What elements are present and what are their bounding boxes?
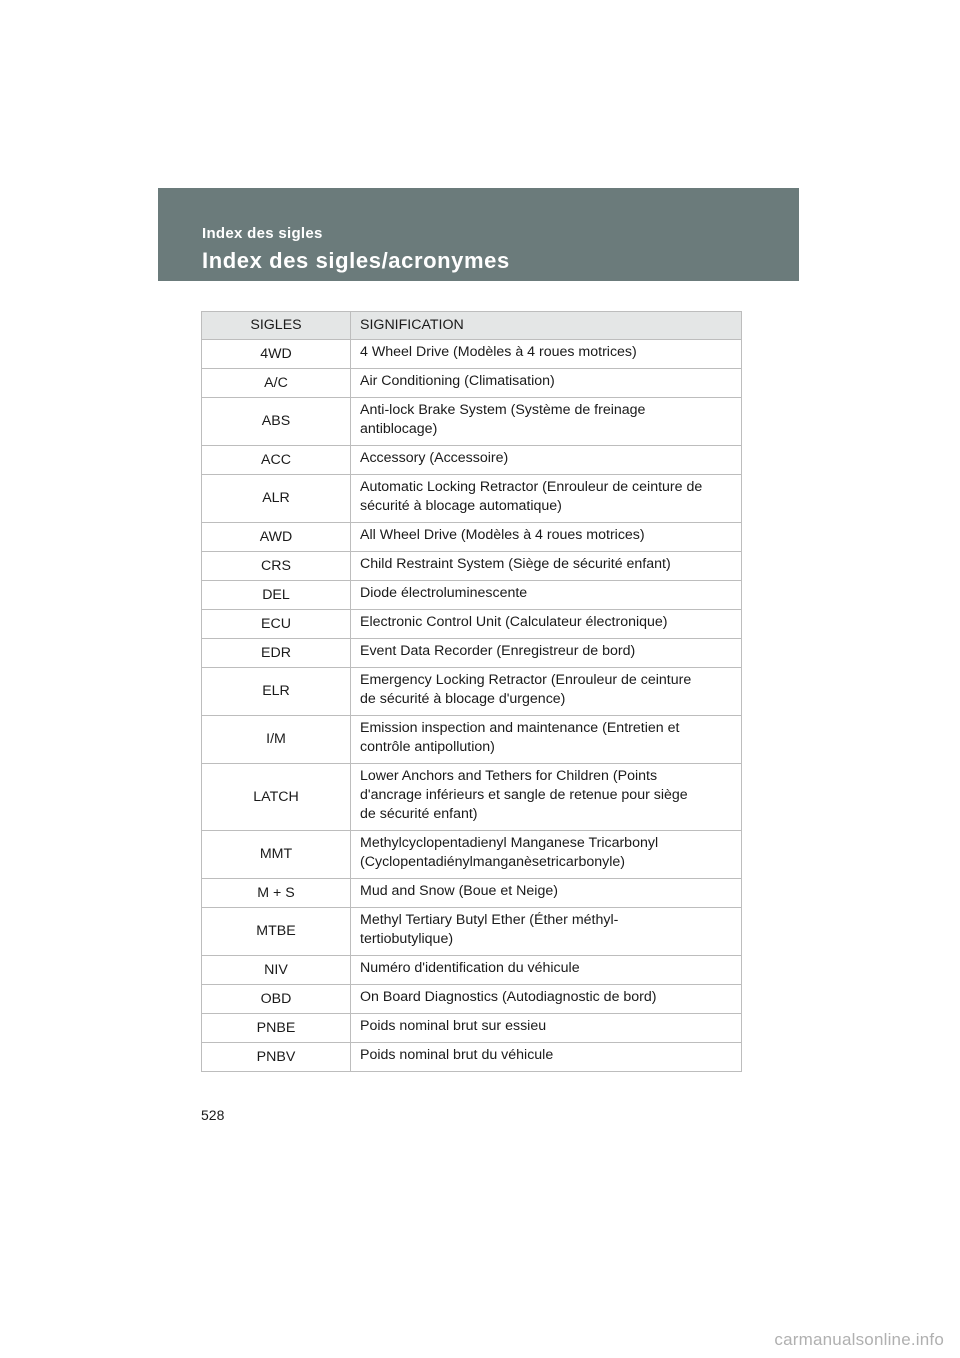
page-number: 528 — [201, 1107, 225, 1123]
table-row — [202, 639, 742, 668]
meaning-cell: Lower Anchors and Tethers for Children (Points d'ancrage inférieurs et sangle de retenue pour siège de sécurité enfant) — [351, 764, 742, 831]
meaning-cell: Diode électroluminescente — [351, 581, 742, 610]
acronym-cell: ALR — [202, 475, 351, 523]
table-row — [202, 716, 742, 764]
column-header-signification: SIGNIFICATION — [351, 312, 742, 340]
table-row — [202, 398, 742, 446]
meaning-cell: Mud and Snow (Boue et Neige) — [351, 879, 742, 908]
table-row — [202, 340, 742, 369]
meaning-cell: Air Conditioning (Climatisation) — [351, 369, 742, 398]
table-row — [202, 610, 742, 639]
acronym-cell: 4WD — [202, 340, 351, 369]
acronym-cell: DEL — [202, 581, 351, 610]
meaning-cell: Automatic Locking Retractor (Enrouleur de ceinture de sécurité à blocage automatique) — [351, 475, 742, 523]
table-row — [202, 668, 742, 716]
acronym-cell: ABS — [202, 398, 351, 446]
acronym-cell: LATCH — [202, 764, 351, 831]
acronym-cell: ELR — [202, 668, 351, 716]
table-row — [202, 1014, 742, 1043]
acronym-cell: M + S — [202, 879, 351, 908]
acronym-cell: PNBV — [202, 1043, 351, 1072]
acronym-cell: ECU — [202, 610, 351, 639]
table-body — [202, 340, 742, 1072]
page-title: Index des sigles/acronymes — [202, 248, 510, 273]
table-row — [202, 523, 742, 552]
meaning-cell: All Wheel Drive (Modèles à 4 roues motrices) — [351, 523, 742, 552]
acronym-cell: MMT — [202, 831, 351, 879]
acronym-cell: CRS — [202, 552, 351, 581]
acronym-cell: PNBE — [202, 1014, 351, 1043]
column-header-sigles: SIGLES — [202, 312, 351, 340]
meaning-cell: Methyl Tertiary Butyl Ether (Éther méthyl- tertiobutylique) — [351, 908, 742, 956]
meaning-cell: Emergency Locking Retractor (Enrouleur de ceinture de sécurité à blocage d'urgence) — [351, 668, 742, 716]
table-row — [202, 446, 742, 475]
table-row — [202, 552, 742, 581]
acronym-cell: MTBE — [202, 908, 351, 956]
acronym-cell: NIV — [202, 956, 351, 985]
acronym-table — [201, 311, 742, 1072]
table-row — [202, 831, 742, 879]
table-row — [202, 879, 742, 908]
acronym-cell: OBD — [202, 985, 351, 1014]
section-subtitle: Index des sigles — [202, 225, 323, 242]
meaning-cell: Child Restraint System (Siège de sécurité enfant) — [351, 552, 742, 581]
table-row — [202, 764, 742, 831]
meaning-cell: Anti-lock Brake System (Système de freinage antiblocage) — [351, 398, 742, 446]
table-row — [202, 908, 742, 956]
acronym-cell: I/M — [202, 716, 351, 764]
table-row — [202, 1043, 742, 1072]
acronym-cell: AWD — [202, 523, 351, 552]
meaning-cell: Numéro d'identification du véhicule — [351, 956, 742, 985]
table-row — [202, 475, 742, 523]
meaning-cell: Event Data Recorder (Enregistreur de bord) — [351, 639, 742, 668]
meaning-cell: On Board Diagnostics (Autodiagnostic de bord) — [351, 985, 742, 1014]
meaning-cell: Accessory (Accessoire) — [351, 446, 742, 475]
table-row — [202, 369, 742, 398]
table-row — [202, 581, 742, 610]
section-header — [158, 188, 799, 281]
acronym-cell: ACC — [202, 446, 351, 475]
table-row — [202, 956, 742, 985]
meaning-cell: Poids nominal brut sur essieu — [351, 1014, 742, 1043]
meaning-cell: 4 Wheel Drive (Modèles à 4 roues motrices) — [351, 340, 742, 369]
meaning-cell: Emission inspection and maintenance (Entretien et contrôle antipollution) — [351, 716, 742, 764]
meaning-cell: Methylcyclopentadienyl Manganese Tricarbonyl (Cyclopentadiénylmanganèsetricarbonyle) — [351, 831, 742, 879]
meaning-cell: Poids nominal brut du véhicule — [351, 1043, 742, 1072]
acronym-cell: A/C — [202, 369, 351, 398]
meaning-cell: Electronic Control Unit (Calculateur électronique) — [351, 610, 742, 639]
watermark-text: carmanualsonline.info — [774, 1330, 944, 1349]
table-header-row — [202, 312, 742, 340]
table-row — [202, 985, 742, 1014]
acronym-cell: EDR — [202, 639, 351, 668]
